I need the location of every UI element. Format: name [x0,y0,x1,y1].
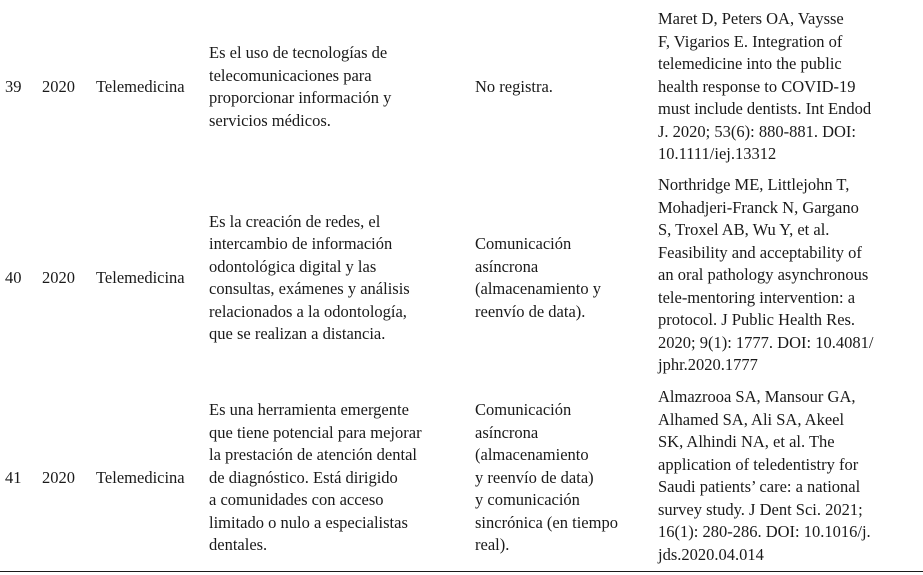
row-number: 39 [5,76,22,96]
row-term: Telemedicina [96,267,185,287]
row-year: 2020 [42,267,75,287]
row-term: Telemedicina [96,467,185,487]
row-communication-type: No registra. [475,76,553,96]
table-bottom-rule [0,571,923,572]
row-reference: Northridge ME, Littlejohn T, Mohadjeri-Franck N, Gargano S, Troxel AB, Wu Y, et al. Feasibility and acceptability of an oral pathology asynchronous tele-mentoring intervention: a protocol. J Public Health Res. 2020; 9(1): 1777. DOI: 10.4081/ jphr.2020.1777 [658,175,874,374]
row-year: 2020 [42,467,75,487]
row-communication-type: Comunicación asíncrona (almacenamiento y reenvío de data) y comunicación sincrónica (en tiempo real). [475,400,618,555]
row-definition: Es una herramienta emergente que tiene potencial para mejorar la prestación de atención dental de diagnóstico. Está dirigido a comunidades con acceso limitado o nulo a especialistas dentales. [209,400,422,555]
row-term: Telemedicina [96,76,185,96]
row-definition: Es la creación de redes, el intercambio de información odontológica digital y las consultas, exámenes y análisis relacionados a la odontología, que se realizan a distancia. [209,211,410,343]
row-reference: Almazrooa SA, Mansour GA, Alhamed SA, Ali SA, Akeel SK, Alhindi NA, et al. The application of teledentistry for Saudi patients’ care: a national survey study. J Dent Sci. 2021; 16(1): 280-286. DOI: 10.1016/j. jds.2020.04.014 [658,387,871,564]
table-row [0,8,923,166]
row-reference: Maret D, Peters OA, Vaysse F, Vigarios E. Integration of telemedicine into the public health response to COVID-19 must include dentists. Int Endod J. 2020; 53(6): 880-881. DOI: 10.1111/iej.13312 [658,9,872,163]
row-number: 40 [5,267,22,287]
row-number: 41 [5,467,22,487]
row-definition: Es el uso de tecnologías de telecomunicaciones para proporcionar información y servicios médicos. [209,43,392,130]
table-row [0,386,923,570]
row-communication-type: Comunicación asíncrona (almacenamiento y reenvío de data). [475,234,601,321]
table-row [0,174,923,382]
row-year: 2020 [42,76,75,96]
